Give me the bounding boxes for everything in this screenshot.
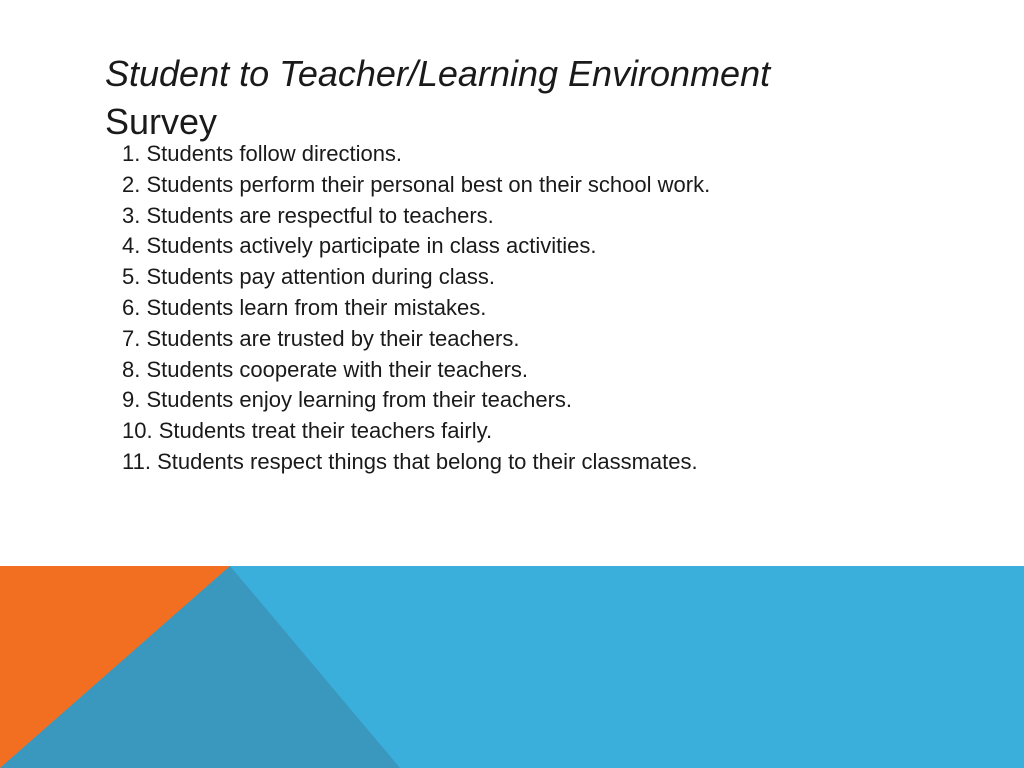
survey-item: 8. Students cooperate with their teachers. <box>122 356 529 382</box>
survey-item: 2. Students perform their personal best on their school work. <box>122 171 711 197</box>
survey-item-list <box>122 139 710 478</box>
survey-item: 10. Students treat their teachers fairly. <box>122 418 493 444</box>
survey-item: 1. Students follow directions. <box>122 141 403 166</box>
survey-item: 7. Students are trusted by their teachers. <box>122 325 520 351</box>
survey-item: 11. Students respect things that belong to their classmates. <box>122 448 698 474</box>
slide-title-line-2: Survey <box>105 101 218 142</box>
survey-item: 9. Students enjoy learning from their teachers. <box>122 387 573 413</box>
slide-title-line-1: Student to Teacher/Learning Environment <box>105 53 771 94</box>
survey-item: 5. Students pay attention during class. <box>122 264 496 290</box>
footer-decoration <box>0 566 1024 768</box>
survey-item: 3. Students are respectful to teachers. <box>122 202 494 228</box>
survey-item: 4. Students actively participate in class activities. <box>122 233 597 259</box>
slide-title <box>105 50 965 146</box>
survey-item: 6. Students learn from their mistakes. <box>122 294 487 320</box>
